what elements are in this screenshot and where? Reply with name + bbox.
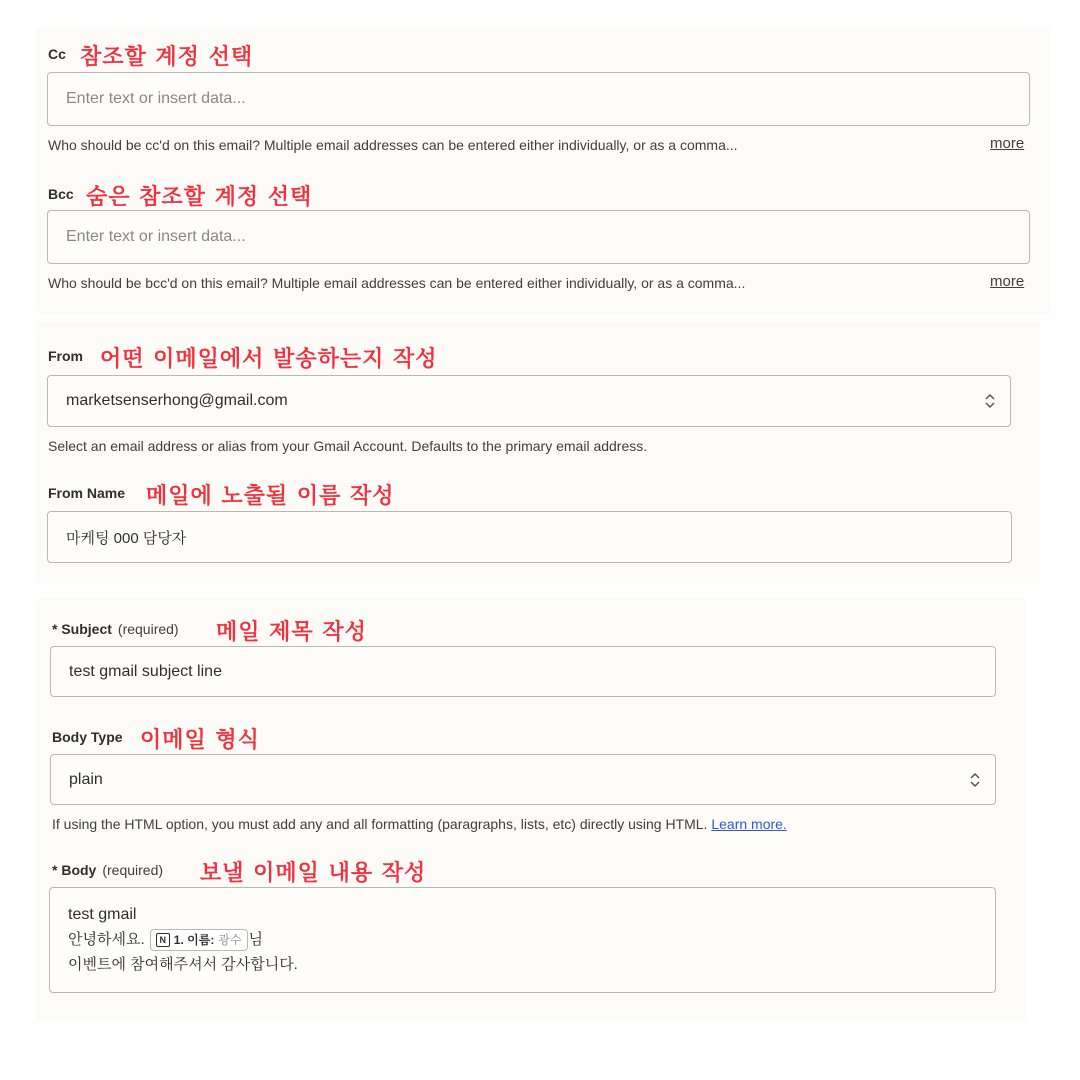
body-type-select[interactable]: [50, 754, 996, 805]
body-line-3: 이벤트에 참여해주셔서 감사합니다.: [68, 956, 298, 973]
from-name-annotation: 메일에 노출될 이름 작성: [146, 484, 395, 509]
from-annotation: 어떤 이메일에서 발송하는지 작성: [100, 347, 438, 372]
cc-more-link[interactable]: more: [990, 135, 1025, 152]
chevron-up-down-icon: [984, 391, 996, 411]
subject-label: * Subject (required): [52, 621, 179, 637]
from-name-label: From Name: [48, 485, 126, 501]
subject-value: test gmail subject line: [69, 662, 222, 680]
from-help-text: Select an email address or alias from your Gmail Account. Defaults to the primary email address.: [48, 438, 648, 454]
bcc-label: Bcc: [48, 186, 74, 202]
subject-annotation: 메일 제목 작성: [216, 620, 367, 645]
from-select-value: marketsenserhong@gmail.com: [66, 392, 288, 409]
bcc-help-text: Who should be bcc'd on this email? Multiple email addresses can be entered either individually, or as a comma...: [48, 275, 746, 291]
cc-input[interactable]: [47, 72, 1030, 126]
body-textarea[interactable]: [49, 887, 996, 993]
bcc-placeholder: Enter text or insert data...: [66, 228, 246, 245]
subject-input[interactable]: [50, 646, 996, 697]
body-annotation: 보낼 이메일 내용 작성: [200, 861, 427, 886]
from-name-input[interactable]: [47, 511, 1012, 563]
from-name-value: 마케팅 000 담당자: [66, 529, 187, 547]
body-label: * Body (required): [52, 862, 164, 878]
body-type-value: plain: [69, 770, 103, 788]
cc-label: Cc: [48, 46, 66, 62]
bcc-more-link[interactable]: more: [990, 273, 1025, 290]
subject-required: (required): [117, 621, 179, 637]
cc-placeholder: Enter text or insert data...: [66, 90, 246, 107]
body-required: (required): [102, 862, 164, 878]
bcc-input[interactable]: [47, 210, 1030, 264]
cc-annotation: 참조할 계정 선택: [80, 45, 254, 70]
from-label: From: [48, 348, 83, 364]
body-line-1: test gmail: [68, 906, 137, 923]
learn-more-link[interactable]: Learn more.: [711, 816, 787, 832]
cc-help-text: Who should be cc'd on this email? Multiple email addresses can be entered either individually, or as a comma...: [48, 137, 738, 153]
chevron-up-down-icon: [969, 770, 981, 790]
bcc-annotation: 숨은 참조할 계정 선택: [86, 185, 313, 210]
body-type-annotation: 이메일 형식: [140, 728, 260, 753]
body-type-help-text: If using the HTML option, you must add any and all formatting (paragraphs, lists, etc) directly using HTML. Learn more.: [52, 816, 787, 832]
body-line-2: 안녕하세요. N 1. 이름: 광수 님: [68, 927, 977, 952]
from-select[interactable]: [47, 375, 1011, 427]
notion-icon: N: [156, 933, 170, 947]
body-type-label: Body Type: [52, 729, 123, 745]
inserted-data-pill[interactable]: N 1. 이름: 광수: [150, 929, 248, 951]
